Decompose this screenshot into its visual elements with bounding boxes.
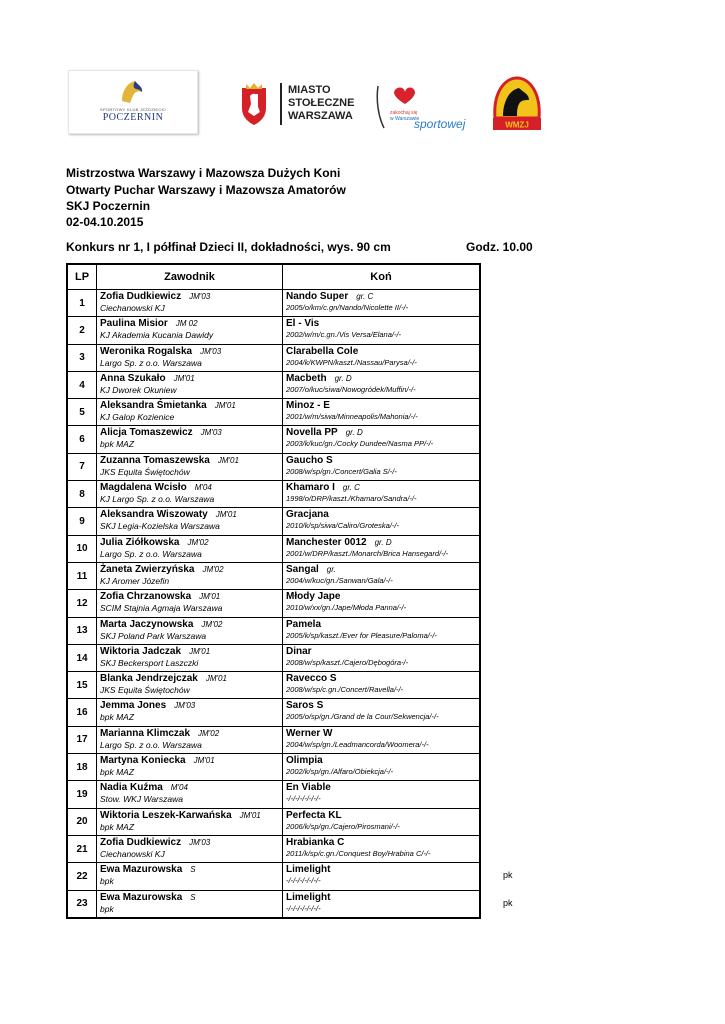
row-23-note: pk: [503, 898, 513, 908]
table-header-row: [67, 264, 480, 290]
row-number: 17: [67, 726, 97, 753]
start-time: Godz. 10.00: [466, 240, 533, 254]
rider-club: KJ Akademia Kucania Dawidy: [100, 330, 214, 341]
table-row: [67, 617, 480, 644]
horse-cell: [283, 508, 481, 535]
rider-category: JM'01: [214, 401, 236, 411]
sport-logo-word: sportowej: [414, 117, 466, 131]
rider-cell: [97, 835, 283, 862]
rider-club: bpk MAZ: [100, 767, 135, 778]
rider-name: Paulina Misior: [100, 318, 168, 330]
rider-cell: [97, 672, 283, 699]
horse-cell: [283, 562, 481, 589]
horse-name: Macbeth: [286, 372, 327, 384]
rider-name: Ewa Mazurowska: [100, 891, 183, 903]
rider-club: bpk MAZ: [100, 439, 135, 450]
rider-cell: [97, 399, 283, 426]
venue: SKJ Poczernin: [66, 199, 151, 213]
horse-cell: [283, 426, 481, 453]
rider-category: M'04: [170, 783, 188, 793]
table-row: [67, 453, 480, 480]
horse-line: [286, 891, 479, 904]
horse-details: 2002/k/sp/gn./Alfaro/Obiekcja/-/-: [286, 767, 394, 777]
rider-name: Alicja Tomaszewicz: [100, 427, 193, 439]
rider-category: JM'01: [217, 455, 239, 465]
rider-category: JM'03: [174, 701, 196, 711]
horse-cell: [283, 808, 481, 835]
rider-category: JM'02: [201, 619, 223, 629]
horse-cell: [283, 617, 481, 644]
table-row: [67, 290, 480, 317]
rider-name: Nadia Kuźma: [100, 782, 163, 794]
rider-club: bpk MAZ: [100, 712, 135, 723]
event-title: Mistrzostwa Warszawy i Mazowsza Dużych Koni: [66, 166, 341, 180]
horse-cell: [283, 672, 481, 699]
rider-cell: [97, 426, 283, 453]
rider-category: JM'01: [239, 810, 261, 820]
horse-name: Saros S: [286, 700, 324, 712]
rider-cell: [97, 726, 283, 753]
table-row: [67, 562, 480, 589]
horse-line: [286, 454, 479, 467]
horse-details: 2005/k/sp/kaszt./Ever for Pleasure/Paloma/-/-: [286, 630, 437, 640]
rider-category: JM'03: [189, 837, 211, 847]
rider-category: JM'01: [193, 756, 215, 766]
warszawa-line-3: WARSZAWA: [288, 110, 353, 122]
table-row: [67, 344, 480, 371]
horse-details: 2003/k/kuc/gn./Cocky Dundee/Nasma PP/-/-: [286, 439, 434, 449]
horse-name: Minoz - E: [286, 400, 330, 412]
table-row: [67, 481, 480, 508]
horse-name: Młody Jape: [286, 591, 341, 603]
horse-line: [286, 317, 479, 330]
horse-cell: [283, 890, 481, 918]
column-header-rider: Zawodnik: [97, 264, 283, 290]
horse-cell: [283, 726, 481, 753]
horse-line: [286, 345, 479, 358]
table-row: [67, 781, 480, 808]
horse-group: gr.: [326, 564, 336, 574]
horse-details: -/-/-/-/-/-/-/-: [286, 903, 321, 913]
rider-club: Ciechanowski KJ: [100, 848, 165, 859]
rider-name: Wiktoria Jadczak: [100, 645, 182, 657]
rider-category: JM'03: [189, 292, 211, 301]
poczernin-logo-title: POCZERNIN: [102, 112, 164, 123]
rider-line: [100, 699, 282, 712]
rider-club: SKJ Legia-Kozielska Warszawa: [100, 521, 220, 532]
horse-details: 2001/w/DRP/kaszt./Monarch/Brica Hansegard/-/-: [286, 548, 449, 558]
horse-cell: [283, 399, 481, 426]
rider-cell: [97, 754, 283, 781]
row-number: 18: [67, 754, 97, 781]
row-number: 9: [67, 508, 97, 535]
row-number: 7: [67, 453, 97, 480]
horse-line: [286, 590, 479, 603]
rider-club: Largo Sp. z o.o. Warszawa: [100, 739, 202, 750]
horse-cell: [283, 453, 481, 480]
column-header-horse: Koń: [283, 264, 481, 290]
rider-line: [100, 809, 282, 822]
table-row: [67, 426, 480, 453]
horse-line: [286, 426, 479, 439]
rider-category: JM'03: [200, 428, 222, 438]
horse-line: [286, 399, 479, 412]
horse-details: 2005/o/sp/gn./Grand de la Cour/Sekwencja/-/-: [286, 712, 439, 722]
rider-club: Largo Sp. z o.o. Warszawa: [100, 357, 202, 368]
rider-line: [100, 891, 282, 904]
rider-name: Aleksandra Śmietanka: [100, 400, 207, 412]
rider-line: [100, 290, 282, 303]
rider-category: JM'01: [215, 510, 237, 520]
warszawa-logo: [238, 80, 368, 130]
rider-category: JM'01: [189, 646, 211, 656]
horse-group: gr. D: [345, 428, 363, 438]
row-number: 11: [67, 562, 97, 589]
rider-club: KJ Aromer Józefin: [100, 575, 170, 586]
competition-title: Konkurs nr 1, I półfinał Dzieci II, dokładności, wys. 90 cm: [66, 240, 391, 254]
horse-cell: [283, 317, 481, 344]
rider-cell: [97, 781, 283, 808]
horse-group: gr. C: [356, 292, 374, 301]
row-number: 13: [67, 617, 97, 644]
rider-club: KJ Largo Sp. z o.o. Warszawa: [100, 494, 215, 505]
start-list-table: [66, 263, 481, 919]
horse-name: El - Vis: [286, 318, 320, 330]
rider-club: bpk: [100, 876, 114, 887]
table-row: [67, 726, 480, 753]
horse-name: Clarabella Cole: [286, 345, 359, 357]
horse-name: Olimpia: [286, 755, 323, 767]
rider-line: [100, 781, 282, 794]
poczernin-logo: [68, 70, 198, 134]
row-number: 4: [67, 371, 97, 398]
row-number: 1: [67, 290, 97, 317]
wmzj-logo: [487, 72, 547, 134]
horse-cell: [283, 481, 481, 508]
horse-line: [286, 290, 479, 303]
horse-details: 2004/k/KWPN/kaszt./Nassau/Parysa/-/-: [286, 357, 417, 367]
rider-club: bpk MAZ: [100, 821, 135, 832]
horse-cell: [283, 699, 481, 726]
horse-group: gr. C: [342, 483, 360, 493]
horse-name: Pamela: [286, 618, 322, 630]
rider-cell: [97, 371, 283, 398]
row-number: 5: [67, 399, 97, 426]
horse-line: [286, 781, 479, 794]
horse-details: 2001/w/m/siwa/Minneapolis/Mahonia/-/-: [286, 412, 418, 422]
rider-name: Jemma Jones: [100, 700, 167, 712]
horse-line: [286, 863, 479, 876]
horse-cell: [283, 290, 481, 317]
rider-category: JM'01: [199, 592, 221, 602]
rider-cell: [97, 317, 283, 344]
horse-head-icon: [117, 77, 147, 107]
rider-cell: [97, 562, 283, 589]
horse-details: -/-/-/-/-/-/-/-: [286, 876, 321, 886]
row-number: 14: [67, 644, 97, 671]
horse-line: [286, 645, 479, 658]
rider-club: KJ Galop Kozienice: [100, 412, 175, 423]
warszawa-sport-logo: [376, 82, 466, 132]
warszawa-line-2: STOŁECZNE: [288, 97, 355, 109]
table-row: [67, 371, 480, 398]
horse-details: 2011/k/sp/c.gn./Conquest Boy/Hrabina C/-/-: [286, 848, 431, 858]
rider-cell: [97, 808, 283, 835]
svg-text:zakochaj się: zakochaj się: [390, 110, 418, 116]
horse-cell: [283, 644, 481, 671]
rider-line: [100, 645, 282, 658]
horse-line: [286, 836, 479, 849]
poczernin-logo-subtitle: SPORTOWY KLUB JEŹDZIECKI: [100, 107, 166, 112]
rider-cell: [97, 644, 283, 671]
rider-name: Blanka Jendrzejczak: [100, 673, 198, 685]
rider-name: Anna Szukało: [100, 372, 166, 384]
rider-name: Zofia Chrzanowska: [100, 591, 192, 603]
table-row: [67, 808, 480, 835]
horse-cell: [283, 371, 481, 398]
event-subtitle: Otwarty Puchar Warszawy i Mazowsza Amatorów: [66, 183, 346, 197]
rider-category: S: [190, 892, 196, 902]
row-number: 6: [67, 426, 97, 453]
rider-name: Zofia Dudkiewicz: [100, 836, 182, 848]
table-row: [67, 754, 480, 781]
row-number: 3: [67, 344, 97, 371]
rider-line: [100, 317, 282, 330]
rider-line: [100, 454, 282, 467]
rider-line: [100, 345, 282, 358]
horse-cell: [283, 835, 481, 862]
rider-cell: [97, 617, 283, 644]
horse-cell: [283, 781, 481, 808]
rider-cell: [97, 863, 283, 890]
horse-name: Werner W: [286, 727, 333, 739]
rider-cell: [97, 453, 283, 480]
horse-line: [286, 754, 479, 767]
horse-line: [286, 536, 479, 549]
rider-name: Marta Jaczynowska: [100, 618, 194, 630]
rider-category: M'04: [194, 483, 212, 493]
rider-line: [100, 618, 282, 631]
column-header-lp: LP: [67, 264, 97, 290]
rider-name: Julia Ziółkowska: [100, 536, 180, 548]
rider-club: Stow. WKJ Warszawa: [100, 794, 183, 805]
horse-line: [286, 809, 479, 822]
rider-line: [100, 372, 282, 385]
rider-line: [100, 754, 282, 767]
table-row: [67, 672, 480, 699]
rider-club: Ciechanowski KJ: [100, 303, 165, 313]
horse-details: 2006/k/sp/gn./Cajero/Pirosmani/-/-: [286, 821, 400, 831]
warszawa-line-1: MIASTO: [288, 84, 331, 96]
horse-line: [286, 699, 479, 712]
rider-cell: [97, 481, 283, 508]
horse-name: Perfecta KL: [286, 809, 342, 821]
row-number: 22: [67, 863, 97, 890]
horse-line: [286, 727, 479, 740]
wmzj-logo-text: WMZJ: [505, 120, 529, 130]
row-number: 20: [67, 808, 97, 835]
horse-cell: [283, 863, 481, 890]
rider-line: [100, 508, 282, 521]
rider-name: Zofia Dudkiewicz: [100, 291, 182, 302]
event-dates: 02-04.10.2015: [66, 215, 144, 229]
rider-club: SKJ Beckersport Laszczki: [100, 657, 199, 668]
rider-name: Weronika Rogalska: [100, 345, 193, 357]
horse-name: Novella PP: [286, 427, 338, 439]
rider-club: JKS Equita Świętochów: [100, 685, 190, 696]
horse-name: Limelight: [286, 891, 331, 903]
logo-divider: [280, 83, 282, 125]
row-number: 10: [67, 535, 97, 562]
row-number: 21: [67, 835, 97, 862]
svg-text:w Warszawie: w Warszawie: [390, 116, 420, 122]
table-row: [67, 317, 480, 344]
horse-details: 2004/w/kuc/gn./Sanwan/Gala/-/-: [286, 575, 393, 585]
rider-club: SCIM Stajnia Agmaja Warszawa: [100, 603, 223, 614]
horse-name: Gaucho S: [286, 454, 333, 466]
rider-line: [100, 536, 282, 549]
rider-name: Marianna Klimczak: [100, 727, 191, 739]
horse-details: 2007/o/kuc/siwa/Nowogródek/Muffin/-/-: [286, 384, 416, 394]
horse-details: 2008/w/sp/gn./Concert/Galia S/-/-: [286, 466, 397, 476]
row-number: 15: [67, 672, 97, 699]
rider-name: Martyna Koniecka: [100, 755, 186, 767]
rider-club: SKJ Poland Park Warszawa: [100, 630, 207, 641]
rider-category: JM'02: [187, 537, 209, 547]
rider-cell: [97, 699, 283, 726]
rider-club: Largo Sp. z o.o. Warszawa: [100, 548, 202, 559]
table-row: [67, 508, 480, 535]
horse-name: Ravecco S: [286, 673, 337, 685]
row-number: 23: [67, 890, 97, 918]
horse-group: gr. D: [334, 373, 352, 383]
rider-category: JM'01: [205, 674, 227, 684]
rider-cell: [97, 890, 283, 918]
rider-line: [100, 590, 282, 603]
rider-line: [100, 563, 282, 576]
horse-details: 2008/w/sp/kaszt./Cajero/Dębogóra-/-: [286, 657, 409, 667]
row-number: 12: [67, 590, 97, 617]
row-22-note: pk: [503, 870, 513, 880]
horse-details: 2005/o/km/c.gn/Nando/Nicolette II/-/-: [286, 303, 409, 312]
horse-name: Dinar: [286, 645, 312, 657]
rider-name: Wiktoria Leszek-Karwańska: [100, 809, 232, 821]
row-number: 19: [67, 781, 97, 808]
table-row: [67, 863, 480, 890]
horse-cell: [283, 590, 481, 617]
row-number: 16: [67, 699, 97, 726]
horse-details: -/-/-/-/-/-/-/-: [286, 794, 321, 804]
rider-category: JM'01: [173, 373, 195, 383]
rider-line: [100, 399, 282, 412]
rider-cell: [97, 290, 283, 317]
rider-line: [100, 836, 282, 849]
row-number: 2: [67, 317, 97, 344]
horse-line: [286, 563, 479, 576]
horse-line: [286, 481, 479, 494]
horse-name: En Viable: [286, 782, 331, 794]
horse-name: Sangal: [286, 563, 319, 575]
horse-details: 2004/w/sp/gn./Leadmancorda/Woomera/-/-: [286, 739, 429, 749]
rider-category: S: [190, 865, 196, 875]
rider-cell: [97, 508, 283, 535]
table-row: [67, 535, 480, 562]
horse-group: gr. D: [374, 537, 392, 547]
horse-details: 2008/w/sp/c.gn./Concert/Ravella/-/-: [286, 685, 404, 695]
table-row: [67, 399, 480, 426]
horse-name: Khamaro I: [286, 482, 335, 494]
horse-line: [286, 372, 479, 385]
rider-line: [100, 727, 282, 740]
horse-name: Nando Super: [286, 291, 349, 302]
rider-category: JM'03: [200, 346, 222, 356]
horse-details: 2002/w/m/c.gn./Vis Versa/Elana/-/-: [286, 330, 402, 340]
horse-name: Hrabianka C: [286, 836, 345, 848]
rider-line: [100, 672, 282, 685]
table-row: [67, 590, 480, 617]
horse-line: [286, 618, 479, 631]
horse-line: [286, 508, 479, 521]
rider-category: JM'02: [202, 564, 224, 574]
horse-details: 2010/k/sp/siwa/Caliro/Groteska/-/-: [286, 521, 399, 531]
rider-name: Ewa Mazurowska: [100, 864, 183, 876]
horse-cell: [283, 535, 481, 562]
rider-category: JM 02: [175, 319, 198, 329]
table-row: [67, 835, 480, 862]
rider-club: JKS Equita Świętochów: [100, 466, 190, 477]
warszawa-logo-text: [288, 84, 354, 123]
table-row: [67, 699, 480, 726]
rider-name: Żaneta Zwierzyńska: [100, 563, 195, 575]
horse-name: Gracjana: [286, 509, 329, 521]
rider-name: Magdalena Wcisło: [100, 482, 187, 494]
warsaw-crest-icon: [238, 82, 270, 126]
rider-line: [100, 481, 282, 494]
horse-cell: [283, 344, 481, 371]
rider-club: bpk: [100, 903, 114, 914]
horse-details: 1998/o/DRP/kaszt./Khamaro/Sandra/-/-: [286, 494, 417, 504]
table-row: [67, 890, 480, 918]
table-row: [67, 644, 480, 671]
horse-name: Manchester 0012: [286, 536, 367, 548]
rider-club: KJ Dworek Okuniew: [100, 384, 177, 395]
horse-cell: [283, 754, 481, 781]
horse-line: [286, 672, 479, 685]
rider-name: Aleksandra Wiszowaty: [100, 509, 208, 521]
rider-cell: [97, 535, 283, 562]
row-number: 8: [67, 481, 97, 508]
horse-details: 2010/w/xx/gn./Jape/Młoda Panna/-/-: [286, 603, 407, 613]
rider-cell: [97, 344, 283, 371]
rider-name: Zuzanna Tomaszewska: [100, 454, 210, 466]
rider-line: [100, 426, 282, 439]
rider-line: [100, 863, 282, 876]
rider-cell: [97, 590, 283, 617]
rider-category: JM'02: [198, 728, 220, 738]
horse-name: Limelight: [286, 864, 331, 876]
